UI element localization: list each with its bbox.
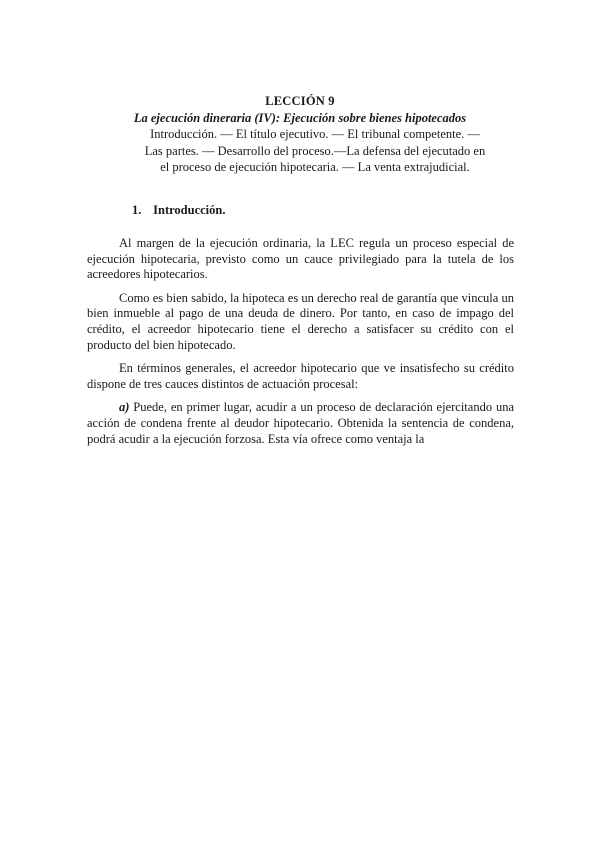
item-a-label: a) [119, 400, 130, 415]
lesson-number: LECCIÓN 9 [265, 94, 335, 108]
item-a-text: Puede, en primer lugar, acudir a un proceso de declaración ejercitando una acción de condena frente al deudor hipotecario. Obtenida la sentencia de condena, podrá acudir a la ejecución forzosa. Esta vía ofrece como ventaja la [87, 400, 514, 446]
paragraph: En términos generales, el acreedor hipotecario que ve insatisfecho su crédito dispone de tres cauces distintos de actuación procesal: [87, 361, 514, 391]
lesson-title: La ejecución dineraria (IV): Ejecución sobre bienes hipotecados [133, 111, 467, 125]
paragraph-item-a [87, 400, 514, 447]
section-number: 1. [132, 203, 142, 217]
paragraph: Al margen de la ejecución ordinaria, la LEC regula un proceso especial de ejecución hipotecaria, previsto como un cauce privilegiado para la tutela de los acreedores hipotecarios. [87, 236, 514, 282]
body-text [87, 236, 514, 455]
paragraph: Como es bien sabido, la hipoteca es un derecho real de garantía que vincula un bien inmueble al pago de una deuda de dinero. Por tanto, en caso de impago del crédito, el acreedor hipotecario tiene el derecho a satisfacer su crédito con el producto del bien hipotecado. [87, 290, 514, 352]
section-heading [132, 203, 225, 218]
section-title: Introducción. [153, 203, 226, 217]
lesson-summary: Introducción. — El título ejecutivo. — El tribunal competente. — Las partes. — Desarrollo del proceso.—La defensa del ejecutado en el proceso de ejecución hipotecaria. — La venta extrajudicial. [144, 127, 486, 174]
